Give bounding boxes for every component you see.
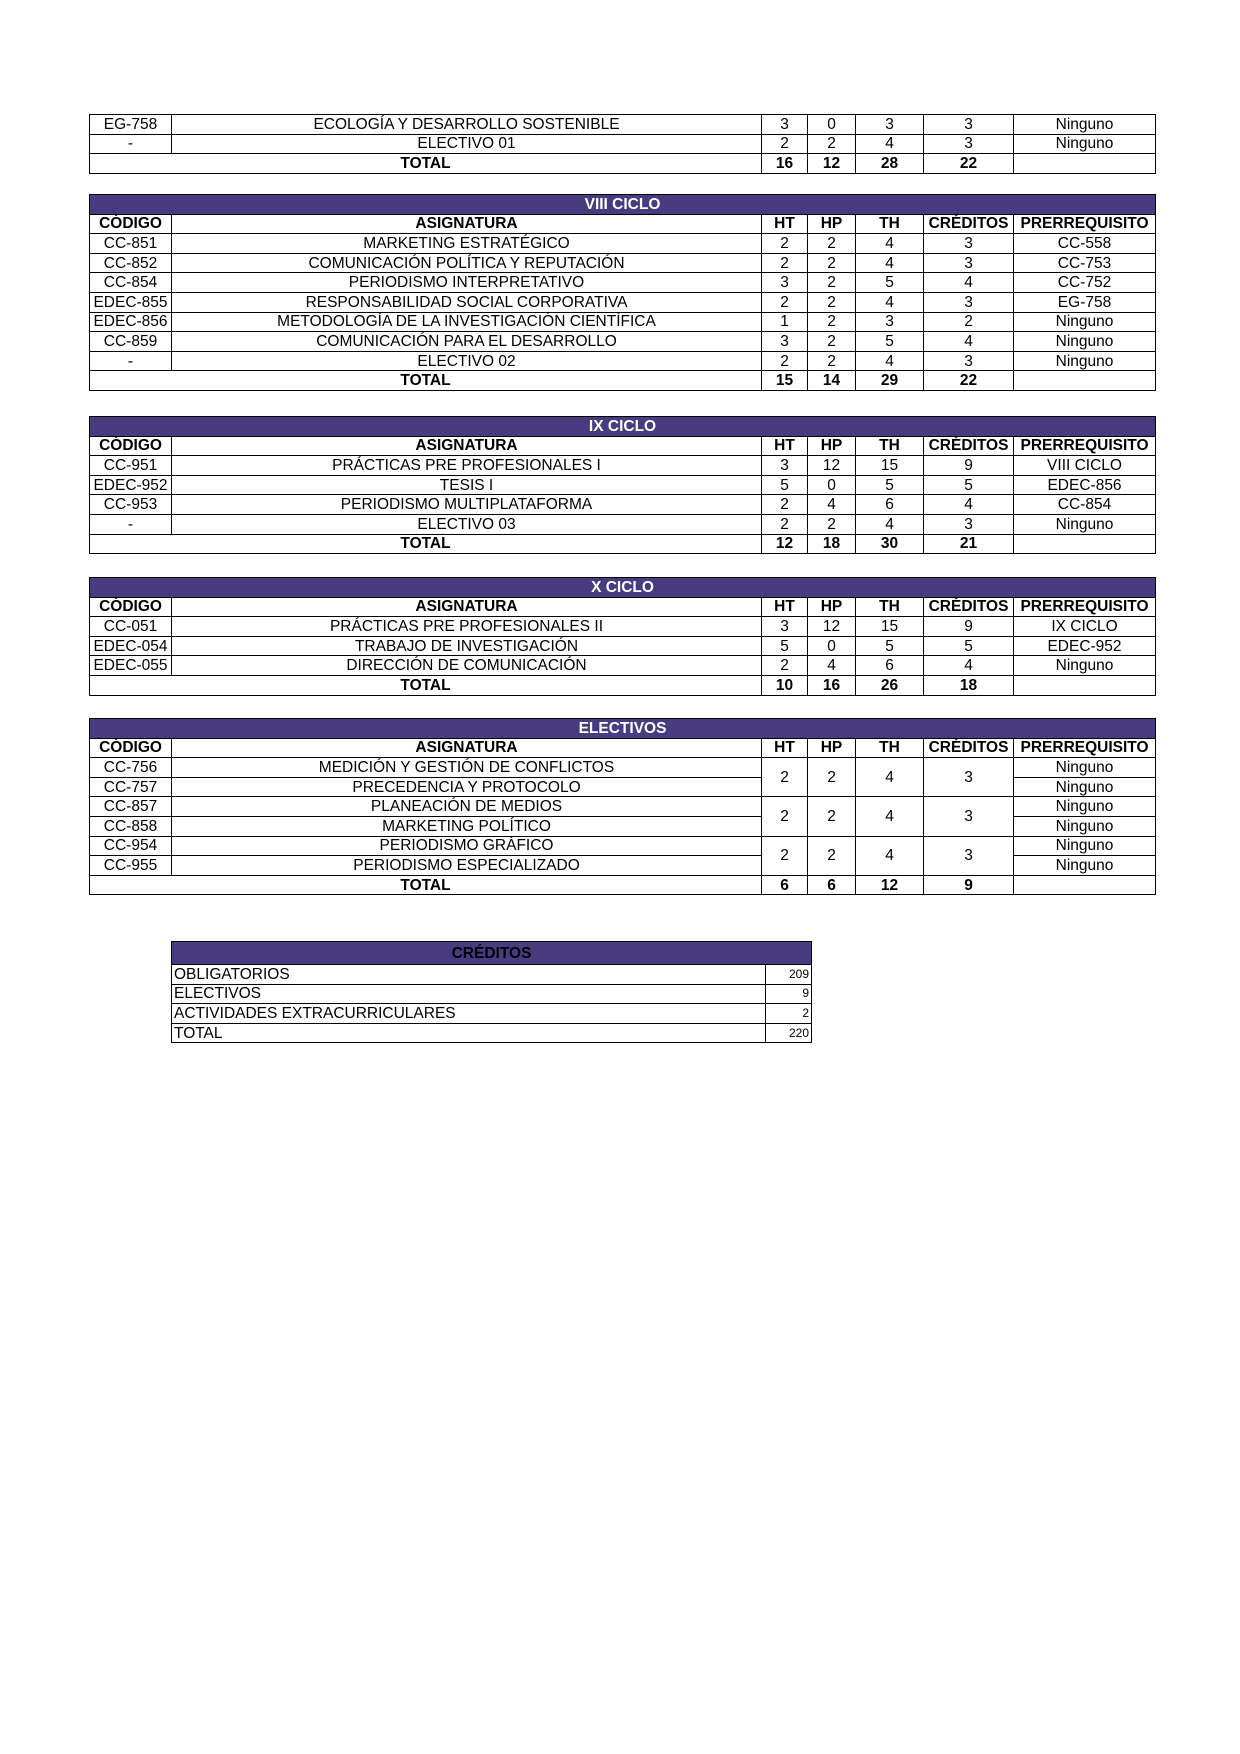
course-ht: 3 [762,456,808,476]
table-row [90,292,1156,312]
total-th: 30 [856,534,924,554]
header-row [90,597,1156,617]
course-hp: 12 [808,617,856,637]
total-credits: 9 [924,875,1014,895]
section-title: CRÉDITOS [172,942,812,965]
table-row [90,115,1156,135]
course-prereq: Ninguno [1014,836,1156,856]
course-code: CC-859 [90,332,172,352]
total-prereq-empty [1014,154,1156,174]
total-hp: 14 [808,371,856,391]
course-code: CC-951 [90,456,172,476]
group-th: 4 [856,836,924,875]
group-hp: 2 [808,836,856,875]
course-prereq: Ninguno [1014,514,1156,534]
course-subject: COMUNICACIÓN POLÍTICA Y REPUTACIÓN [172,253,762,273]
group-credits: 3 [924,758,1014,797]
course-subject: MEDICIÓN Y GESTIÓN DE CONFLICTOS [172,758,762,778]
course-hp: 0 [808,475,856,495]
table-row [172,965,812,985]
course-code: CC-955 [90,856,172,876]
table-row [90,758,1156,778]
course-prereq: VIII CICLO [1014,456,1156,476]
course-prereq: Ninguno [1014,816,1156,836]
course-prereq: Ninguno [1014,856,1156,876]
total-credits: 22 [924,154,1014,174]
table-row [90,475,1156,495]
table-row [172,984,812,1004]
total-label: TOTAL [90,534,762,554]
course-code: CC-857 [90,797,172,817]
total-row [90,534,1156,554]
course-credits: 3 [924,292,1014,312]
credit-label: ACTIVIDADES EXTRACURRICULARES [172,1004,766,1024]
total-prereq-empty [1014,371,1156,391]
course-th: 5 [856,475,924,495]
total-prereq-empty [1014,675,1156,695]
electives-table [89,718,1156,895]
course-hp: 0 [808,115,856,135]
group-ht: 2 [762,758,808,797]
course-hp: 2 [808,312,856,332]
total-credits: 18 [924,675,1014,695]
header-hp: HP [808,738,856,758]
table-row [90,273,1156,293]
course-prereq: Ninguno [1014,777,1156,797]
total-label: TOTAL [90,371,762,391]
course-subject: PERIODISMO MULTIPLATAFORMA [172,495,762,515]
table-row [90,456,1156,476]
course-code: - [90,134,172,154]
header-ht: HT [762,597,808,617]
header-th: TH [856,597,924,617]
course-hp: 12 [808,456,856,476]
total-row [90,371,1156,391]
course-prereq: Ninguno [1014,134,1156,154]
course-th: 15 [856,617,924,637]
course-th: 4 [856,253,924,273]
course-subject: DIRECCIÓN DE COMUNICACIÓN [172,656,762,676]
header-row [90,738,1156,758]
credit-value: 9 [766,984,812,1004]
course-th: 5 [856,332,924,352]
course-subject: PLANEACIÓN DE MEDIOS [172,797,762,817]
course-hp: 0 [808,636,856,656]
course-th: 4 [856,292,924,312]
course-hp: 2 [808,351,856,371]
total-label: TOTAL [90,675,762,695]
course-hp: 2 [808,332,856,352]
course-credits: 3 [924,134,1014,154]
semester-ix-table [89,416,1156,554]
total-prereq-empty [1014,875,1156,895]
header-hp: HP [808,214,856,234]
course-subject: ELECTIVO 03 [172,514,762,534]
course-prereq: Ninguno [1014,332,1156,352]
course-code: CC-854 [90,273,172,293]
total-label: TOTAL [90,875,762,895]
course-ht: 2 [762,514,808,534]
credit-label: ELECTIVOS [172,984,766,1004]
total-th: 29 [856,371,924,391]
course-th: 5 [856,273,924,293]
course-code: CC-954 [90,836,172,856]
total-th: 12 [856,875,924,895]
total-label: TOTAL [90,154,762,174]
section-title: ELECTIVOS [90,719,1156,739]
course-code: CC-852 [90,253,172,273]
course-prereq: CC-558 [1014,234,1156,254]
course-credits: 2 [924,312,1014,332]
header-code: CÓDIGO [90,738,172,758]
total-row [90,675,1156,695]
course-credits: 4 [924,332,1014,352]
header-prereq: PRERREQUISITO [1014,738,1156,758]
group-hp: 2 [808,797,856,836]
table-row [172,1023,812,1043]
course-th: 4 [856,234,924,254]
semester-x-table [89,577,1156,696]
table-row [90,656,1156,676]
course-ht: 3 [762,332,808,352]
table-row [90,332,1156,352]
header-th: TH [856,738,924,758]
course-prereq: Ninguno [1014,351,1156,371]
course-code: EDEC-856 [90,312,172,332]
course-th: 4 [856,351,924,371]
total-hp: 12 [808,154,856,174]
course-th: 4 [856,514,924,534]
course-code: EG-758 [90,115,172,135]
course-subject: ELECTIVO 01 [172,134,762,154]
course-credits: 3 [924,253,1014,273]
course-prereq: CC-854 [1014,495,1156,515]
table-row [90,351,1156,371]
course-ht: 2 [762,292,808,312]
course-subject: PERIODISMO GRÁFICO [172,836,762,856]
header-credits: CRÉDITOS [924,214,1014,234]
header-hp: HP [808,436,856,456]
total-ht: 15 [762,371,808,391]
header-credits: CRÉDITOS [924,738,1014,758]
table-row [90,234,1156,254]
course-th: 15 [856,456,924,476]
total-credits: 22 [924,371,1014,391]
header-ht: HT [762,436,808,456]
total-th: 26 [856,675,924,695]
course-subject: PERIODISMO INTERPRETATIVO [172,273,762,293]
total-hp: 16 [808,675,856,695]
course-prereq: Ninguno [1014,656,1156,676]
total-ht: 16 [762,154,808,174]
course-code: - [90,514,172,534]
group-hp: 2 [808,758,856,797]
course-ht: 3 [762,617,808,637]
header-th: TH [856,214,924,234]
course-credits: 5 [924,475,1014,495]
course-code: CC-851 [90,234,172,254]
header-subject: ASIGNATURA [172,436,762,456]
group-credits: 3 [924,797,1014,836]
course-code: EDEC-855 [90,292,172,312]
course-credits: 4 [924,656,1014,676]
header-hp: HP [808,597,856,617]
total-hp: 6 [808,875,856,895]
course-ht: 2 [762,134,808,154]
course-subject: MARKETING POLÍTICO [172,816,762,836]
group-ht: 2 [762,797,808,836]
course-hp: 2 [808,134,856,154]
table-row [90,836,1156,856]
course-credits: 9 [924,456,1014,476]
table-row [90,495,1156,515]
course-th: 4 [856,134,924,154]
header-ht: HT [762,214,808,234]
course-prereq: Ninguno [1014,115,1156,135]
course-subject: MARKETING ESTRATÉGICO [172,234,762,254]
table-row [90,312,1156,332]
course-subject: TRABAJO DE INVESTIGACIÓN [172,636,762,656]
course-prereq: EG-758 [1014,292,1156,312]
section-title: VIII CICLO [90,195,1156,215]
course-th: 3 [856,115,924,135]
table-row [90,134,1156,154]
total-ht: 6 [762,875,808,895]
header-th: TH [856,436,924,456]
header-code: CÓDIGO [90,214,172,234]
total-prereq-empty [1014,534,1156,554]
header-row [90,214,1156,234]
course-subject: RESPONSABILIDAD SOCIAL CORPORATIVA [172,292,762,312]
course-subject: PERIODISMO ESPECIALIZADO [172,856,762,876]
course-hp: 2 [808,253,856,273]
credit-label: OBLIGATORIOS [172,965,766,985]
table-row [90,617,1156,637]
course-prereq: CC-753 [1014,253,1156,273]
course-prereq: CC-752 [1014,273,1156,293]
total-row [90,154,1156,174]
course-subject: TESIS I [172,475,762,495]
group-ht: 2 [762,836,808,875]
course-subject: PRÁCTICAS PRE PROFESIONALES II [172,617,762,637]
header-credits: CRÉDITOS [924,597,1014,617]
table-row [172,1004,812,1024]
header-prereq: PRERREQUISITO [1014,597,1156,617]
header-code: CÓDIGO [90,436,172,456]
course-th: 3 [856,312,924,332]
course-subject: COMUNICACIÓN PARA EL DESARROLLO [172,332,762,352]
header-ht: HT [762,738,808,758]
course-ht: 3 [762,273,808,293]
credit-value: 220 [766,1023,812,1043]
total-ht: 12 [762,534,808,554]
course-hp: 4 [808,495,856,515]
total-ht: 10 [762,675,808,695]
course-code: CC-757 [90,777,172,797]
course-code: CC-756 [90,758,172,778]
course-credits: 3 [924,351,1014,371]
course-code: CC-858 [90,816,172,836]
table-row [90,253,1156,273]
course-subject: METODOLOGÍA DE LA INVESTIGACIÓN CIENTÍFICA [172,312,762,332]
table-row [90,514,1156,534]
course-credits: 3 [924,514,1014,534]
table-row [90,636,1156,656]
semester-vii-continuation-table [89,114,1156,174]
course-prereq: EDEC-952 [1014,636,1156,656]
group-th: 4 [856,758,924,797]
total-credits: 21 [924,534,1014,554]
course-subject: PRECEDENCIA Y PROTOCOLO [172,777,762,797]
total-row [90,875,1156,895]
course-prereq: IX CICLO [1014,617,1156,637]
course-prereq: EDEC-856 [1014,475,1156,495]
course-code: EDEC-952 [90,475,172,495]
header-prereq: PRERREQUISITO [1014,436,1156,456]
course-credits: 4 [924,495,1014,515]
course-ht: 5 [762,636,808,656]
header-subject: ASIGNATURA [172,597,762,617]
table-row [90,797,1156,817]
course-th: 6 [856,495,924,515]
course-credits: 4 [924,273,1014,293]
header-subject: ASIGNATURA [172,214,762,234]
course-hp: 2 [808,514,856,534]
course-th: 6 [856,656,924,676]
course-th: 5 [856,636,924,656]
credits-summary-table [171,941,812,1043]
section-title: IX CICLO [90,417,1156,437]
group-th: 4 [856,797,924,836]
course-prereq: Ninguno [1014,758,1156,778]
header-row [90,436,1156,456]
course-ht: 2 [762,656,808,676]
course-code: EDEC-055 [90,656,172,676]
course-subject: ECOLOGÍA Y DESARROLLO SOSTENIBLE [172,115,762,135]
course-ht: 2 [762,495,808,515]
total-th: 28 [856,154,924,174]
credit-label: TOTAL [172,1023,766,1043]
header-subject: ASIGNATURA [172,738,762,758]
course-subject: PRÁCTICAS PRE PROFESIONALES I [172,456,762,476]
header-credits: CRÉDITOS [924,436,1014,456]
group-credits: 3 [924,836,1014,875]
section-title: X CICLO [90,578,1156,598]
credit-value: 209 [766,965,812,985]
course-hp: 4 [808,656,856,676]
course-credits: 9 [924,617,1014,637]
course-credits: 3 [924,234,1014,254]
course-prereq: Ninguno [1014,797,1156,817]
course-ht: 2 [762,351,808,371]
course-hp: 2 [808,234,856,254]
course-prereq: Ninguno [1014,312,1156,332]
course-hp: 2 [808,292,856,312]
course-ht: 2 [762,253,808,273]
course-credits: 3 [924,115,1014,135]
credit-value: 2 [766,1004,812,1024]
semester-viii-table [89,194,1156,391]
header-prereq: PRERREQUISITO [1014,214,1156,234]
course-code: EDEC-054 [90,636,172,656]
header-code: CÓDIGO [90,597,172,617]
course-ht: 1 [762,312,808,332]
course-ht: 3 [762,115,808,135]
course-code: CC-051 [90,617,172,637]
course-ht: 2 [762,234,808,254]
course-hp: 2 [808,273,856,293]
course-credits: 5 [924,636,1014,656]
course-code: CC-953 [90,495,172,515]
total-hp: 18 [808,534,856,554]
course-subject: ELECTIVO 02 [172,351,762,371]
course-code: - [90,351,172,371]
course-ht: 5 [762,475,808,495]
